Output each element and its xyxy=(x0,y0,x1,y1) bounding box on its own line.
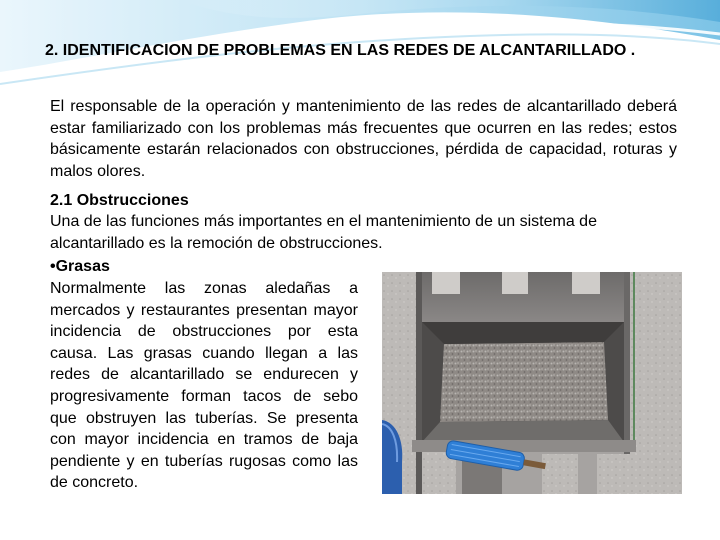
section-heading: 2.1 Obstrucciones xyxy=(50,192,189,209)
section-paragraph: Una de las funciones más importantes en el mantenimiento de un sistema de alcantarillado es la remoción de obstrucciones. xyxy=(50,213,597,252)
bullet-heading-grasas: •Grasas xyxy=(50,258,110,275)
grease-trap-photo xyxy=(382,272,682,494)
slide-title: 2. IDENTIFICACION DE PROBLEMAS EN LAS REDES DE ALCANTARILLADO . xyxy=(45,42,636,59)
intro-paragraph: El responsable de la operación y mantenimiento de las redes de alcantarillado deberá estar familiarizado con los problemas más frecuentes que ocurren en las redes; estos básicamente estarán relacionados con obstrucciones, pérdida de capacidad, roturas y malos olores. xyxy=(50,98,677,180)
grasas-paragraph: Normalmente las zonas aledañas a mercados y restaurantes presentan mayor incidencia de obstrucciones por esta causa. Las grasas cuando llegan a las redes de alcantarillado se endurecen y progresivamente forman tacos de sebo que obstruyen las tuberías. Se presenta con mayor incidencia en tramos de baja pendiente y en tuberías rugosas como las de concreto. xyxy=(50,280,358,492)
